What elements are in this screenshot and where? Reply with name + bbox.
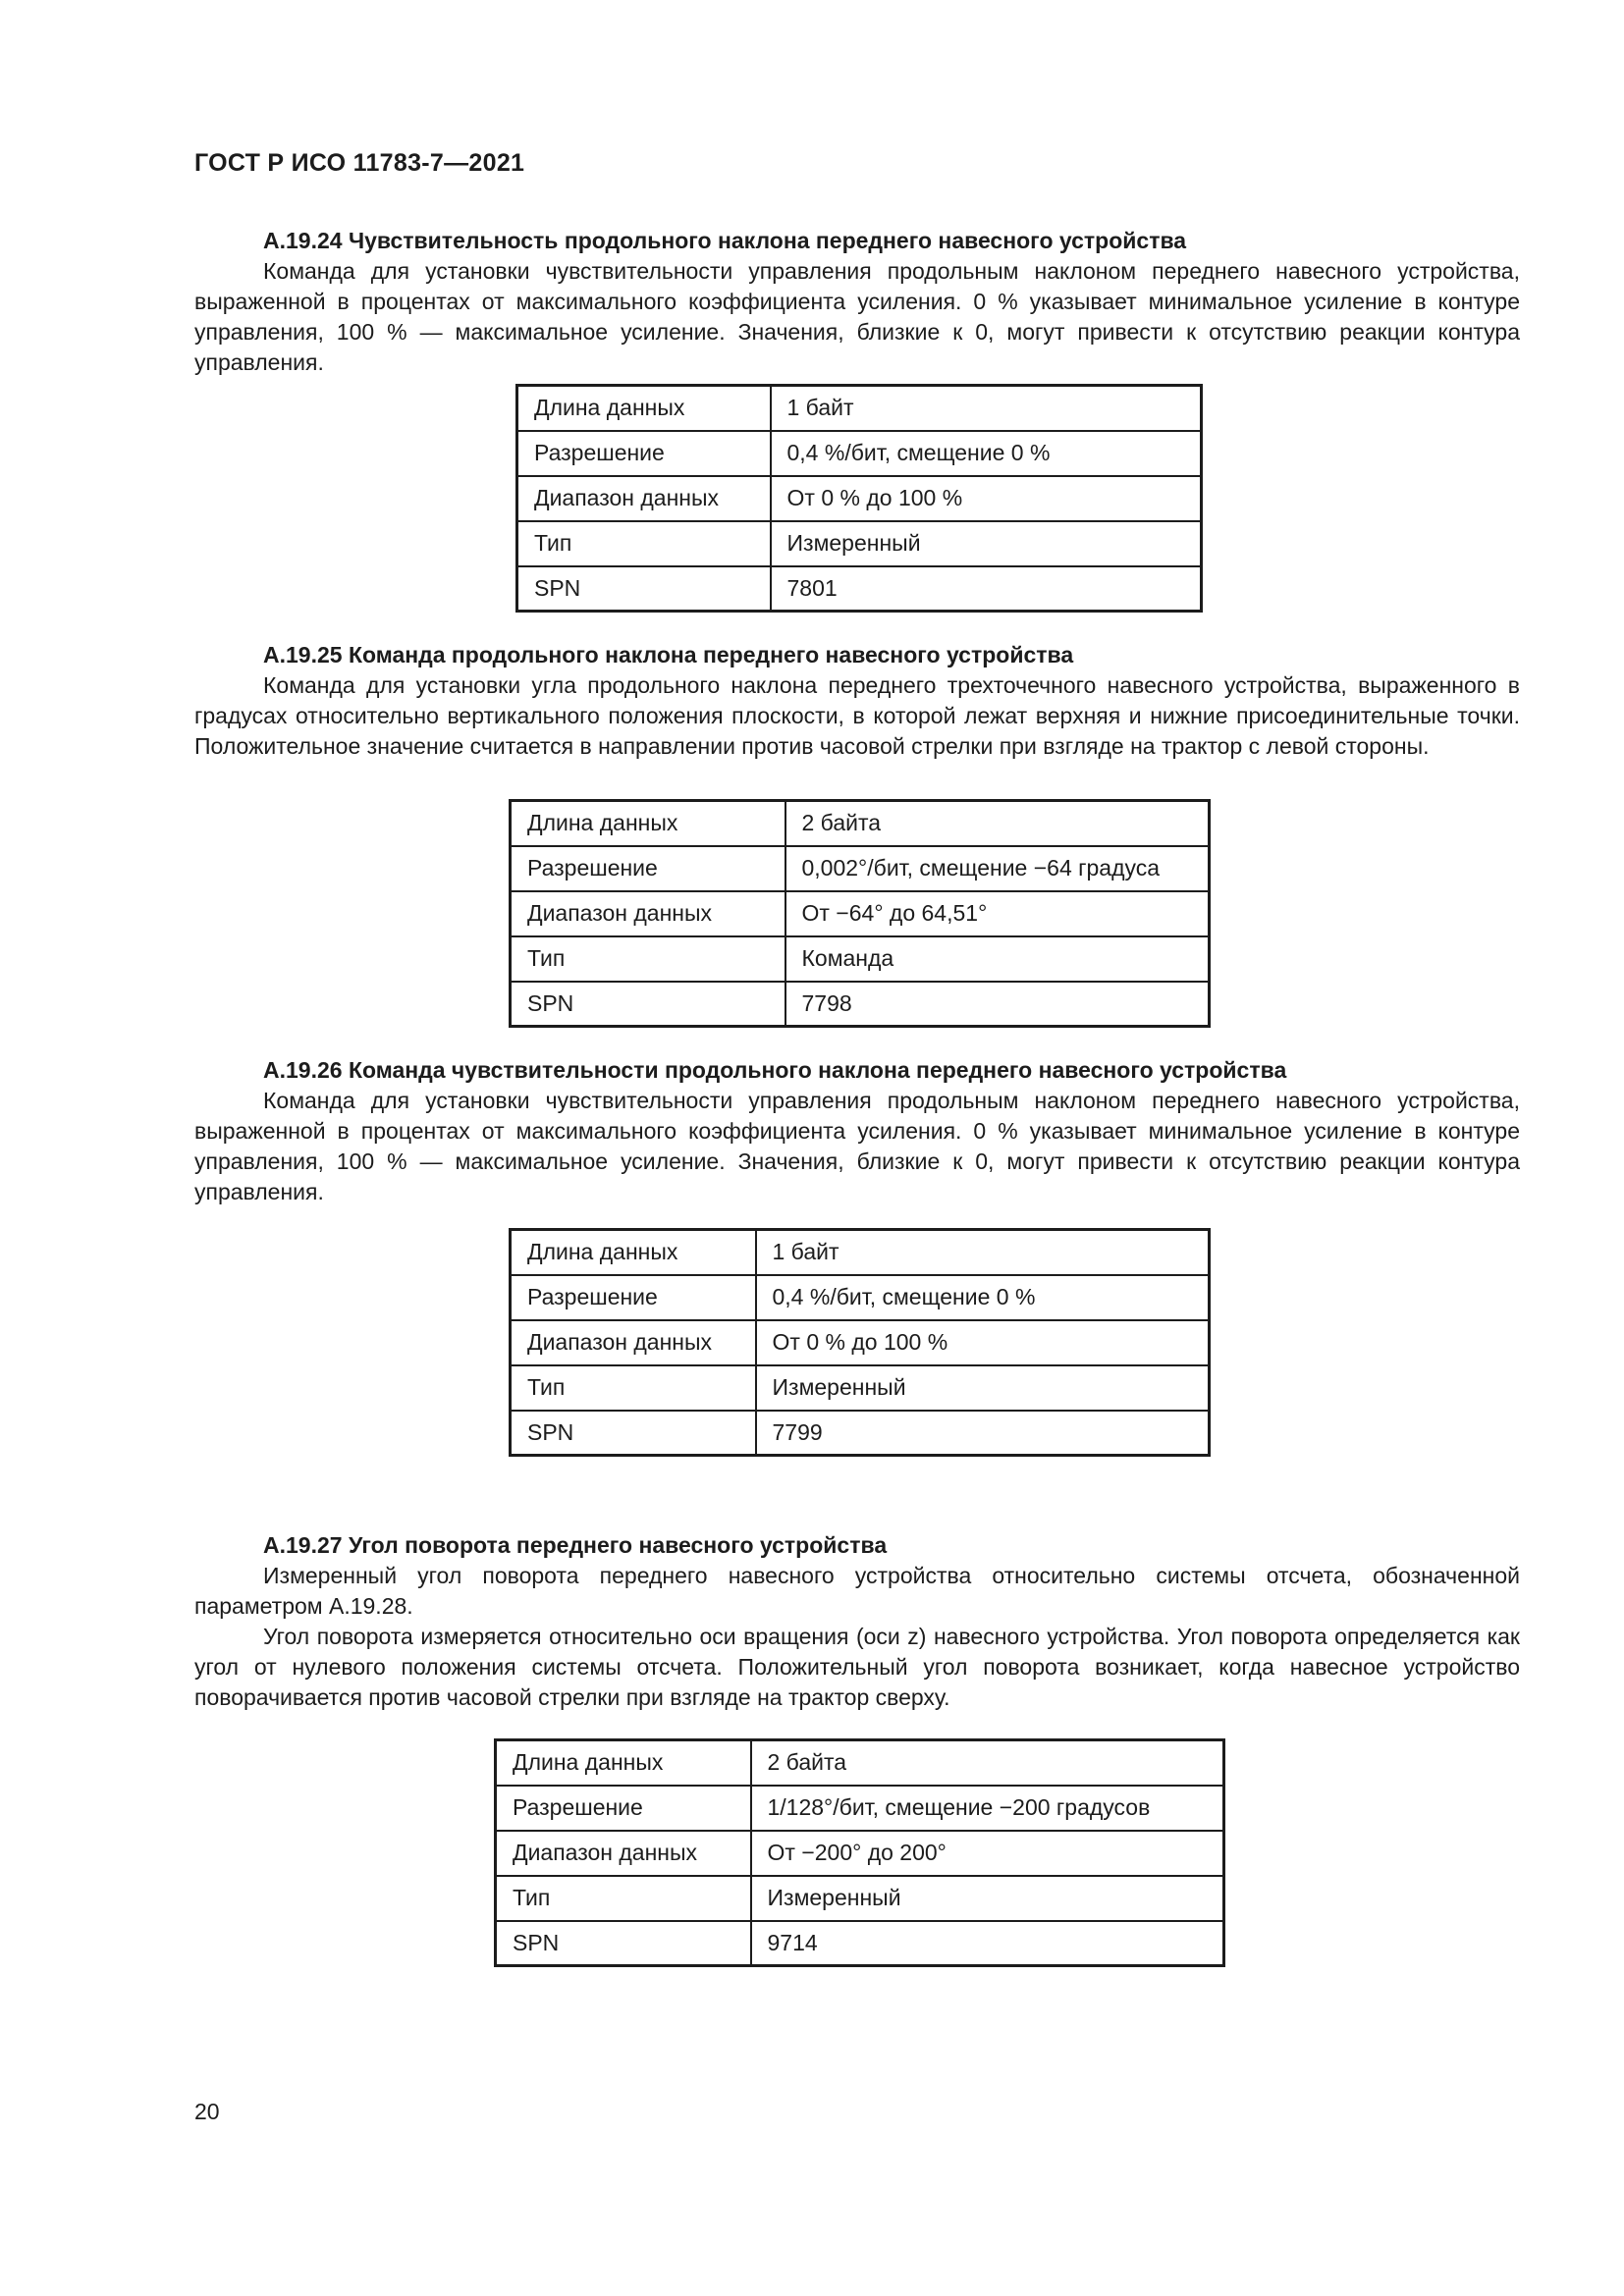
table-cell-value: От −64° до 64,51° (785, 891, 1210, 936)
section-a19-24 (194, 226, 1520, 378)
table-cell-label: Разрешение (511, 1275, 756, 1320)
table-row (496, 1921, 1224, 1966)
table-cell-value: 7799 (756, 1411, 1210, 1456)
table-cell-label: Тип (496, 1876, 751, 1921)
table-cell-value: 7801 (771, 566, 1202, 612)
document-header: ГОСТ Р ИСО 11783-7—2021 (194, 149, 525, 177)
table-cell-value: 1 байт (771, 386, 1202, 431)
table-cell-value: От 0 % до 100 % (756, 1320, 1210, 1365)
table-cell-value: От 0 % до 100 % (771, 476, 1202, 521)
table-row (517, 566, 1202, 612)
table-cell-label: SPN (511, 1411, 756, 1456)
table-cell-value: 2 байта (785, 801, 1210, 846)
section-title: А.19.27 Угол поворота переднего навесного устройства (263, 1532, 888, 1558)
table-row (517, 386, 1202, 431)
table-cell-label: Разрешение (517, 431, 771, 476)
table-cell-value: 0,4 %/бит, смещение 0 % (771, 431, 1202, 476)
spec-table-a19-26 (509, 1228, 1211, 1457)
table-cell-value: Измеренный (756, 1365, 1210, 1411)
table-row (517, 521, 1202, 566)
section-title: А.19.25 Команда продольного наклона переднего навесного устройства (263, 642, 1074, 667)
table-cell-value: 9714 (751, 1921, 1224, 1966)
table-cell-label: Длина данных (496, 1740, 751, 1786)
section-paragraph: Измеренный угол поворота переднего навесного устройства относительно системы отсчета, обозначенной параметром А.19.28. (194, 1563, 1520, 1619)
table-row (511, 801, 1210, 846)
table-cell-value: Команда (785, 936, 1210, 982)
section-paragraph: Угол поворота измеряется относительно оси вращения (оси z) навесного устройства. Угол поворота определяется как угол от нулевого положения системы отсчета. Положительный угол поворота возникает, когда навесное устройство поворачивается против часовой стрелки при взгляде на трактор сверху. (194, 1624, 1520, 1710)
table-cell-label: Разрешение (496, 1786, 751, 1831)
table-row (496, 1831, 1224, 1876)
table-cell-label: Длина данных (511, 1230, 756, 1275)
section-a19-25 (194, 640, 1520, 762)
table-row (511, 1230, 1210, 1275)
table-cell-label: Тип (517, 521, 771, 566)
table-cell-label: SPN (511, 982, 785, 1027)
table-row (511, 1320, 1210, 1365)
table-cell-label: Длина данных (511, 801, 785, 846)
table-cell-value: 0,4 %/бит, смещение 0 % (756, 1275, 1210, 1320)
section-title: А.19.26 Команда чувствительности продольного наклона переднего навесного устройства (263, 1057, 1287, 1083)
table-cell-value: 1 байт (756, 1230, 1210, 1275)
table-cell-value: 2 байта (751, 1740, 1224, 1786)
table-row (496, 1786, 1224, 1831)
table-cell-label: Диапазон данных (517, 476, 771, 521)
table-cell-value: 0,002°/бит, смещение −64 градуса (785, 846, 1210, 891)
table-cell-label: SPN (496, 1921, 751, 1966)
section-paragraph: Команда для установки чувствительности управления продольным наклоном переднего навесного устройства, выраженной в процентах от максимального коэффициента усиления. 0 % указывает минимальное усиление в контуре управления, 100 % — максимальное усиление. Значения, близкие к 0, могут привести к отсутствию реакции контура управления. (194, 1088, 1520, 1204)
table-cell-label: Диапазон данных (511, 1320, 756, 1365)
table-cell-label: SPN (517, 566, 771, 612)
table-row (517, 431, 1202, 476)
section-title: А.19.24 Чувствительность продольного наклона переднего навесного устройства (263, 228, 1187, 253)
section-a19-26 (194, 1055, 1520, 1207)
section-paragraph: Команда для установки чувствительности управления продольным наклоном переднего навесного устройства, выраженной в процентах от максимального коэффициента усиления. 0 % указывает минимальное усиление в контуре управления, 100 % — максимальное усиление. Значения, близкие к 0, могут привести к отсутствию реакции контура управления. (194, 258, 1520, 375)
spec-table-a19-27 (494, 1738, 1225, 1967)
table-row (511, 1275, 1210, 1320)
table-cell-label: Диапазон данных (496, 1831, 751, 1876)
table-row (511, 1411, 1210, 1456)
table-row (511, 1365, 1210, 1411)
table-cell-value: 1/128°/бит, смещение −200 градусов (751, 1786, 1224, 1831)
table-cell-value: Измеренный (751, 1876, 1224, 1921)
table-cell-value: От −200° до 200° (751, 1831, 1224, 1876)
spec-table-a19-24 (515, 384, 1203, 613)
page-number: 20 (194, 2099, 220, 2124)
table-row (511, 936, 1210, 982)
table-cell-label: Тип (511, 1365, 756, 1411)
table-row (517, 476, 1202, 521)
table-row (496, 1876, 1224, 1921)
table-row (511, 846, 1210, 891)
table-cell-value: 7798 (785, 982, 1210, 1027)
table-cell-value: Измеренный (771, 521, 1202, 566)
section-a19-27 (194, 1530, 1520, 1713)
section-paragraph: Команда для установки угла продольного наклона переднего трехточечного навесного устройства, выраженного в градусах относительно вертикального положения плоскости, в которой лежат верхняя и нижние присоединительные точки. Положительное значение считается в направлении против часовой стрелки при взгляде на трактор с левой стороны. (194, 672, 1520, 759)
table-cell-label: Диапазон данных (511, 891, 785, 936)
table-row (496, 1740, 1224, 1786)
spec-table-a19-25 (509, 799, 1211, 1028)
table-row (511, 982, 1210, 1027)
table-row (511, 891, 1210, 936)
table-cell-label: Длина данных (517, 386, 771, 431)
table-cell-label: Разрешение (511, 846, 785, 891)
table-cell-label: Тип (511, 936, 785, 982)
